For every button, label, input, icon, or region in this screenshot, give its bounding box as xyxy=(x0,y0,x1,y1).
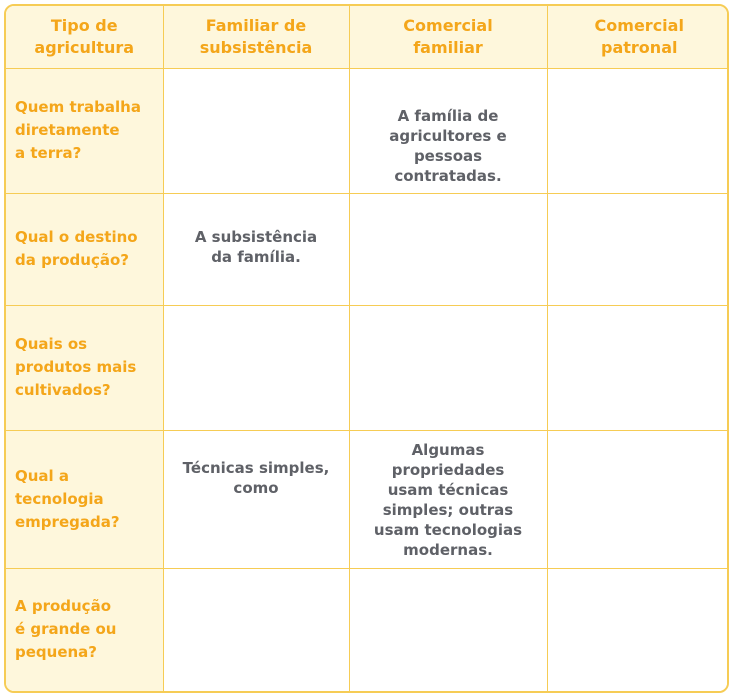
table-cell xyxy=(547,568,729,691)
header-familiar-de-subsistencia: Familiar de subsistência xyxy=(163,6,349,68)
table-cell xyxy=(547,430,729,568)
header-row xyxy=(6,6,729,68)
agriculture-table-frame xyxy=(4,4,729,693)
table-cell xyxy=(547,68,729,193)
table-cell: A família de agricultores e pessoas contratadas. xyxy=(349,68,547,193)
table-row xyxy=(6,68,729,193)
table-cell xyxy=(349,305,547,430)
table-row xyxy=(6,305,729,430)
row-label: Quais os produtos mais cultivados? xyxy=(6,305,163,430)
header-tipo-de-agricultura: Tipo de agricultura xyxy=(6,6,163,68)
table-row xyxy=(6,568,729,691)
row-label: Qual o destino da produção? xyxy=(6,193,163,305)
table-cell: Técnicas simples, como xyxy=(163,430,349,568)
table-row xyxy=(6,430,729,568)
header-comercial-patronal: Comercial patronal xyxy=(547,6,729,68)
table-row xyxy=(6,193,729,305)
table-cell xyxy=(349,568,547,691)
row-label: A produção é grande ou pequena? xyxy=(6,568,163,691)
table-cell xyxy=(349,193,547,305)
header-comercial-familiar: Comercial familiar xyxy=(349,6,547,68)
table-cell xyxy=(547,193,729,305)
table-cell xyxy=(547,305,729,430)
agriculture-table xyxy=(6,6,729,691)
row-label: Qual a tecnologia empregada? xyxy=(6,430,163,568)
table-cell: Algumas propriedades usam técnicas simples; outras usam tecnologias modernas. xyxy=(349,430,547,568)
table-cell: A subsistência da família. xyxy=(163,193,349,305)
row-label: Quem trabalha diretamente a terra? xyxy=(6,68,163,193)
table-cell xyxy=(163,568,349,691)
table-cell xyxy=(163,68,349,193)
table-cell xyxy=(163,305,349,430)
